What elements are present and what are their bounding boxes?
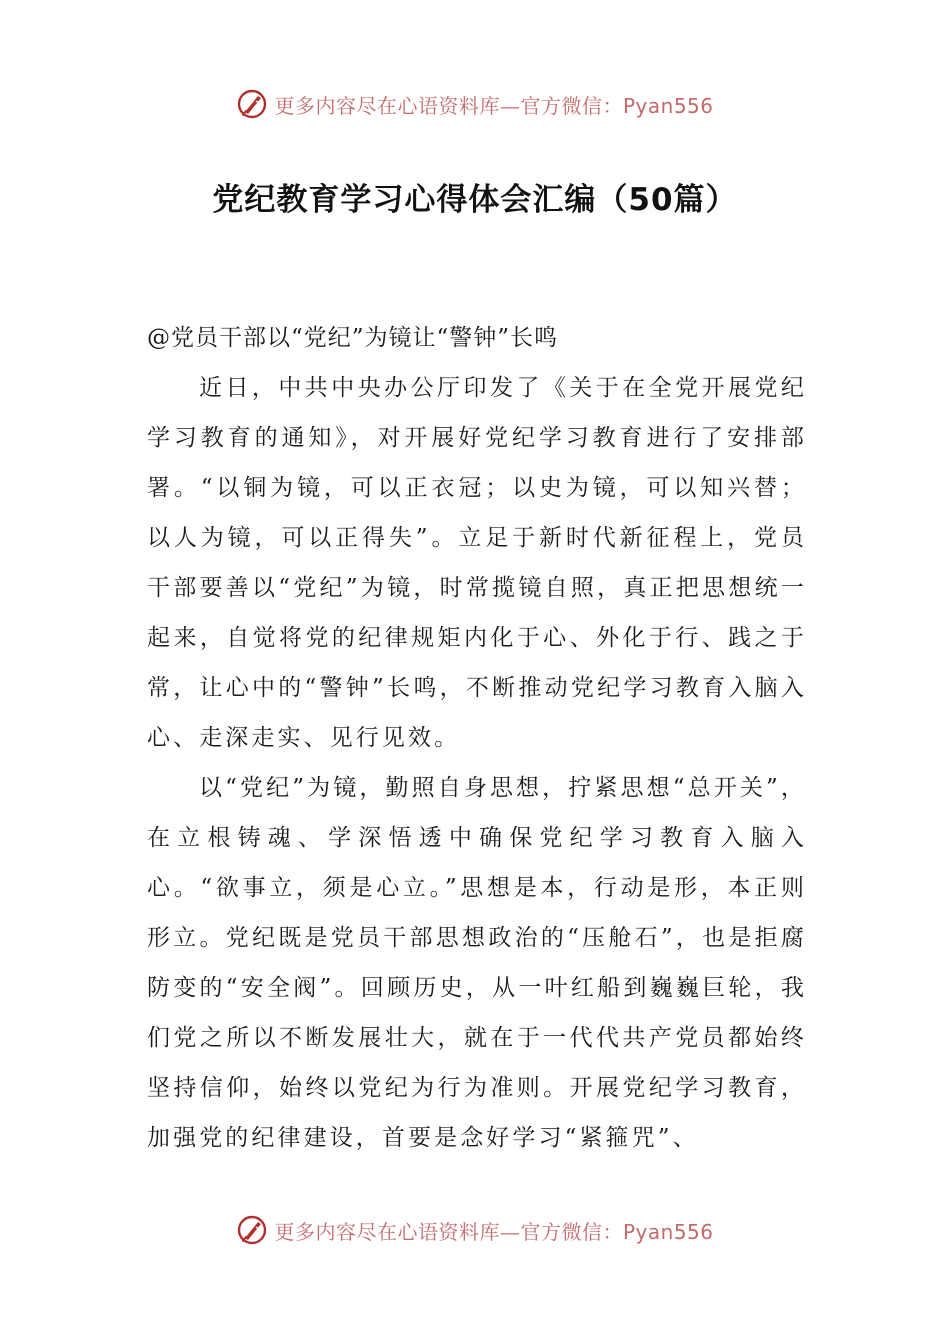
article-heading: @党员干部以“党纪”为镜让“警钟”长鸣 bbox=[147, 325, 559, 351]
header-banner-text: 更多内容尽在心语资料库—官方微信：Pyan556 bbox=[274, 93, 714, 118]
footer-banner-text: 更多内容尽在心语资料库—官方微信：Pyan556 bbox=[274, 1219, 714, 1244]
footer-banner bbox=[0, 1210, 950, 1250]
header-wechat-id: Pyan556 bbox=[622, 93, 714, 118]
document-title: 党纪教育学习心得体会汇编（50篇） bbox=[212, 182, 738, 218]
body-paragraph-2: 以“党纪”为镜，勤照自身思想，拧紧思想“总开关”，在立根铸魂、学深悟透中确保党纪学习教育入脑入心。“欲事立，须是心立。”思想是本，行动是形，本正则形立。党纪既是党员干部思想政治的“压舱石”，也是拒腐防变的“安全阀”。回顾历史，从一叶红船到巍巍巨轮，我们党之所以不断发展壮大，就在于一代代共产党员都始终坚持信仰，始终以党纪为行为准则。开展党纪学习教育，加强党的纪律建设，首要是念好学习“紧箍咒”、 bbox=[147, 775, 807, 1151]
footer-wechat-id: Pyan556 bbox=[622, 1219, 714, 1244]
quill-pen-logo-icon bbox=[236, 88, 268, 120]
document-body bbox=[147, 313, 807, 1163]
quill-pen-logo-icon bbox=[236, 1214, 268, 1246]
header-banner bbox=[0, 84, 950, 124]
body-paragraph-1: 近日，中共中央办公厅印发了《关于在全党开展党纪学习教育的通知》，对开展好党纪学习教育进行了安排部署。“以铜为镜，可以正衣冠；以史为镜，可以知兴替；以人为镜，可以正得失”。立足于新时代新征程上，党员干部要善以“党纪”为镜，时常揽镜自照，真正把思想统一起来，自觉将党的纪律规矩内化于心、外化于行、践之于常，让心中的“警钟”长鸣，不断推动党纪学习教育入脑入心、走深走实、见行见效。 bbox=[147, 375, 807, 751]
